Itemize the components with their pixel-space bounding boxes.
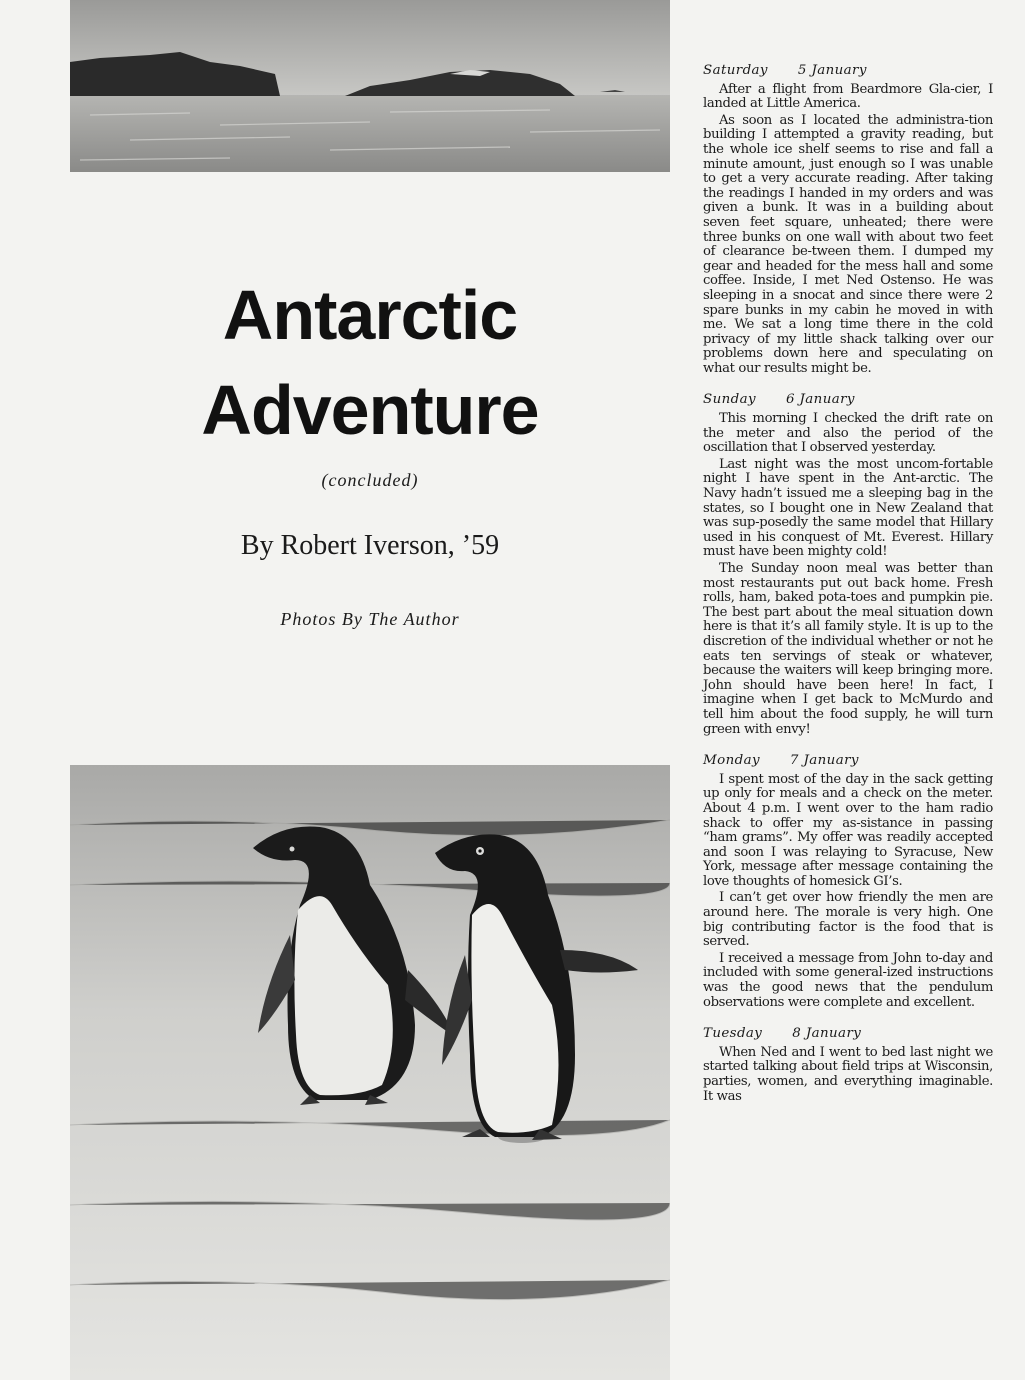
- diary-entry-monday: [703, 754, 993, 1010]
- entry-date: 5 January: [797, 63, 867, 78]
- entry-paragraph: I spent most of the day in the sack getting up only for meals and a check on the meter. About 4 p.m. I went over to the ham radio shack to offer my as-sistance in passing “ham grams”. My offer was readily accepted and soon I was relaying to Syracuse, New York, message after message containing the love thoughts of homesick GI’s.: [703, 771, 993, 889]
- entry-paragraph: The Sunday noon meal was better than most restaurants put out back home. Fresh rolls, ham, baked pota-toes and pumpkin pie. The best part about the meal situation down here is that it’s all family style. It is up to the discretion of the individual whether or not he eats ten servings of steak or whatever, because the waiters will keep bringing more. John should have been here! In fact, I imagine when I get back to McMurdo and tell him about the food supply, he will turn green with envy!: [703, 561, 993, 737]
- entry-paragraph: After a flight from Beardmore Gla-cier, I landed at Little America.: [703, 81, 993, 112]
- article-title-line-2: Adventure: [201, 371, 539, 449]
- entry-day: Saturday: [703, 63, 768, 78]
- entry-paragraph: I can’t get over how friendly the men are around here. The morale is very high. One big contributing factor is the food that is served.: [703, 890, 993, 950]
- article-title-line-1: Antarctic: [222, 276, 518, 354]
- entry-heading: [703, 1027, 993, 1042]
- entry-day: Monday: [703, 753, 760, 769]
- entry-heading: [703, 64, 993, 79]
- entry-paragraph: As soon as I located the administra-tion building I attempted a gravity reading, but the whole ice shelf seems to rise and fall a minute amount, just enough so I was unable to get a very accurate reading. After taking the readings I handed in my orders and was given a bunk. It was in a building about seven feet square, unheated; there were three bunks on one wall with about two feet of clearance be-tween them. I dumped my gear and headed for the mess hall and some coffee. Inside, I met Ned Ostenso. He was sleeping in a snocat and since there were 2 spare bunks in my cabin he moved in with me. We sat a long time there in the cold privacy of my little shack talking over our problems down here and speculating on what our results might be.: [703, 112, 993, 376]
- diary-entry-saturday: [703, 64, 993, 376]
- entry-paragraph: When Ned and I went to bed last night we started talking about field trips at Wisconsin, parties, women, and everything imaginable. It was: [703, 1044, 993, 1104]
- entry-paragraph: Last night was the most uncom-fortable night I have spent in the Ant-arctic. The Navy hadn’t issued me a sleeping bag in the states, so I bought one in New Zealand that was sup-posedly the same model that Hillary used in his conquest of Mt. Everest. Hillary must have been mighty cold!: [703, 456, 993, 560]
- diary-column: [703, 64, 993, 1121]
- photo-penguins: [70, 765, 670, 1380]
- entry-day: Sunday: [703, 392, 756, 408]
- photo-antarctic-islands: [70, 0, 670, 172]
- entry-date: 8 January: [792, 1026, 862, 1042]
- entry-day: Tuesday: [703, 1026, 763, 1042]
- entry-date: 7 January: [789, 753, 859, 769]
- diary-entry-tuesday: [703, 1027, 993, 1104]
- entry-heading: [703, 393, 993, 408]
- entry-date: 6 January: [785, 392, 855, 408]
- article-subtitle: (concluded): [321, 470, 419, 490]
- entry-heading: [703, 754, 993, 769]
- entry-paragraph: This morning I checked the drift rate on the meter and also the period of the oscillation that I observed yesterday.: [703, 411, 993, 456]
- article-byline: By Robert Iverson, ’59: [240, 530, 500, 561]
- entry-paragraph: I received a message from John to-day and included with some general-ized instructions was the good news that the pendulum observations were complete and excellent.: [703, 950, 993, 1010]
- photo-credit: Photos By The Author: [280, 609, 460, 629]
- diary-entry-sunday: [703, 393, 993, 737]
